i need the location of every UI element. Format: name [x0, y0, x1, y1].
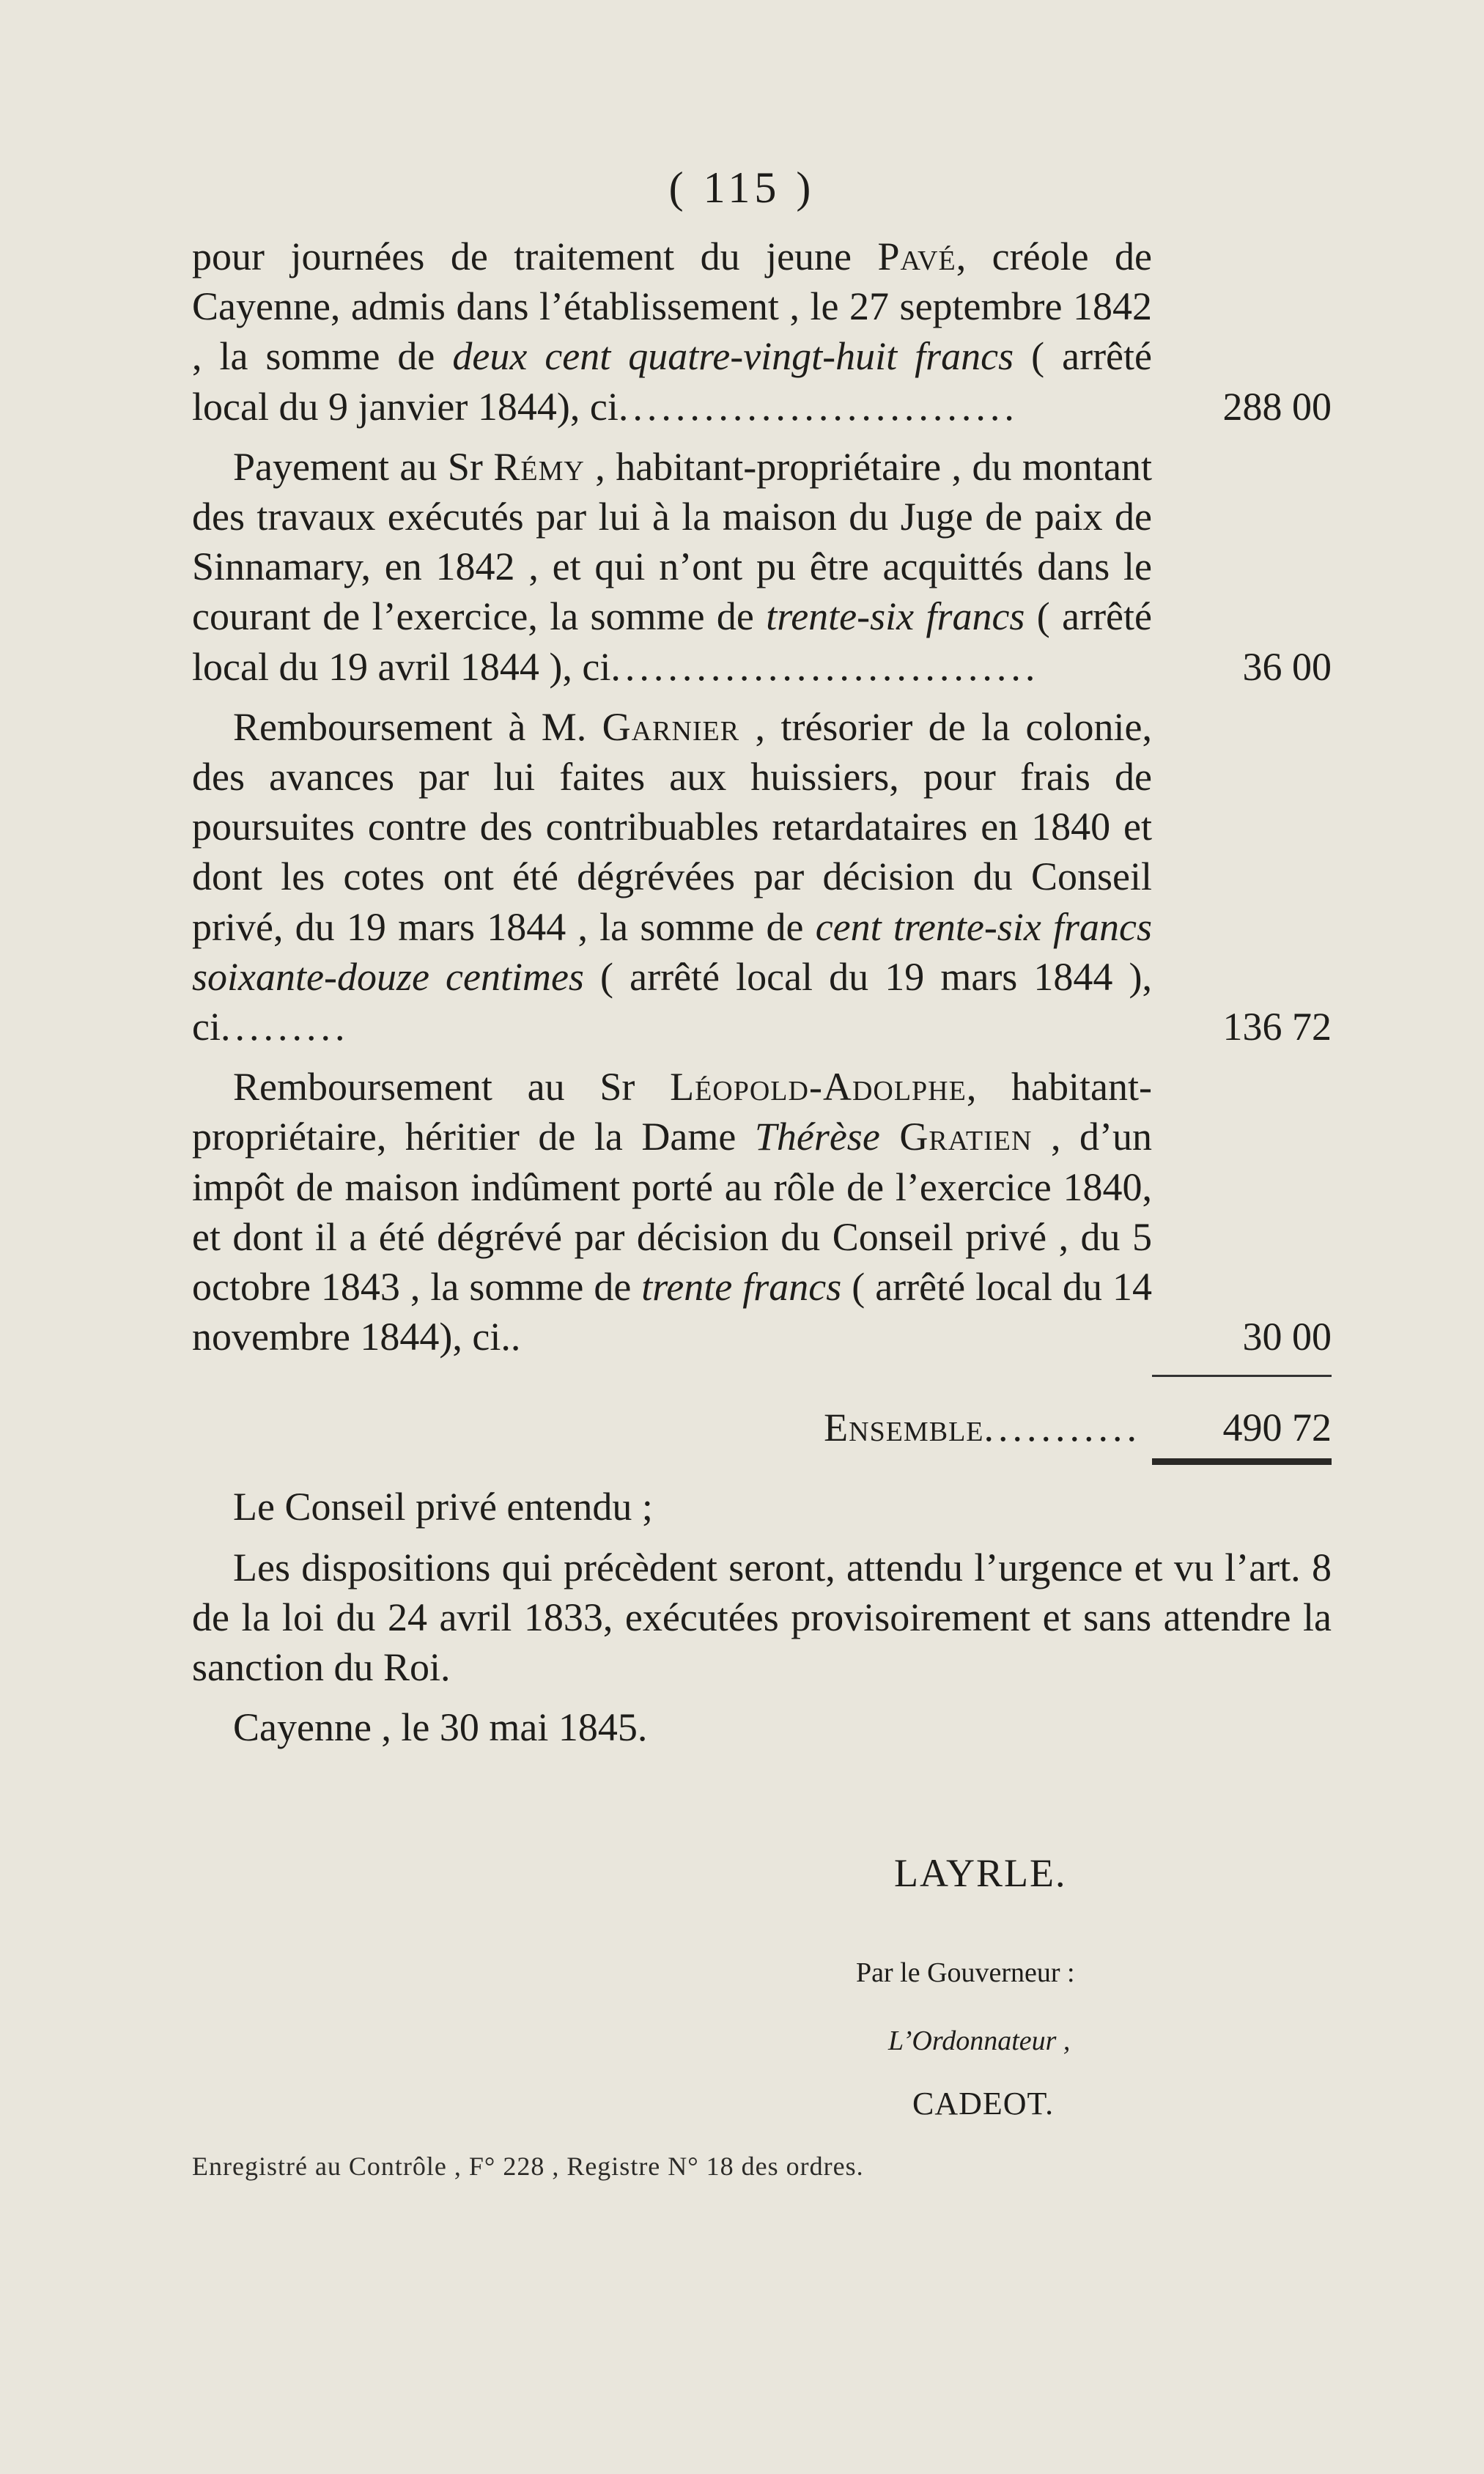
- document-body: [192, 232, 1332, 1752]
- page-number: ( 115 ): [668, 163, 816, 212]
- by-order-line: Par le Gouverneur :: [856, 1957, 1075, 1988]
- person-name: Pavé: [877, 235, 956, 278]
- entry-text-part: ( arrêté local du 19 avril 1844 ), ci: [192, 594, 1152, 689]
- entry-text: [192, 1062, 1152, 1362]
- sum-rule: [1152, 1375, 1332, 1377]
- person-name: Léopold-Adolphe: [670, 1065, 967, 1109]
- entry-text-part: , habitant-propriétaire, héritier de la Dame: [192, 1065, 1152, 1159]
- entry-text-part: Remboursement au Sr: [233, 1065, 671, 1109]
- entry-text-part: , habitant-propriétaire , du montant des travaux exécutés par lui à la maison du Juge de paix de Sinnamary, en 1842 , et qui n’ont pu être acquittés dans le courant de l’exercice, la somme de: [192, 444, 1152, 639]
- person-name-italic: Thérèse: [754, 1115, 880, 1159]
- entry-text-part: , créole de Cayenne, admis dans l’établissement , le 27 septembre 1842 , la somme de: [192, 235, 1152, 379]
- governor-signature: LAYRLE.: [894, 1851, 1067, 1895]
- person-name: Rémy: [493, 444, 585, 489]
- ledger-entry: [192, 232, 1332, 432]
- ledger-entry: [192, 442, 1332, 692]
- paragraph: Les dispositions qui précèdent seront, attendu l’urgence et vu l’art. 8 de la loi du 24 avril 1833, exécutées provisoirement et sans attendre la sanction du Roi.: [192, 1545, 1332, 1690]
- entry-text: [192, 442, 1152, 692]
- entry-amount: 288 00: [1222, 384, 1332, 429]
- registration-note: Enregistré au Contrôle , F° 228 , Registre N° 18 des ordres.: [192, 2152, 864, 2181]
- entry-text-part: ( arrêté local du 9 janvier 1844), ci: [192, 334, 1152, 429]
- ordonnateur-title-text: L’Ordonnateur ,: [888, 2026, 1071, 2056]
- ledger-entry: [192, 702, 1332, 1052]
- entry-amount: 30 00: [1242, 1315, 1332, 1359]
- amount-in-words: deux cent quatre-vingt-huit francs: [452, 334, 1014, 379]
- person-name: Gratien: [879, 1115, 1033, 1159]
- person-name: Garnier: [602, 704, 740, 749]
- total-word: Ensemble: [824, 1406, 984, 1450]
- entry-amount: 136 72: [1222, 1005, 1332, 1049]
- total-label: [824, 1403, 1141, 1452]
- total-line: [192, 1403, 1332, 1452]
- ledger-entry: [192, 1062, 1332, 1362]
- leader-dots: ...........: [983, 1406, 1141, 1450]
- entry-text: [192, 702, 1152, 1052]
- amount-in-words: trente francs: [641, 1265, 842, 1310]
- entry-text-part: ( arrêté local du 14 novembre 1844), ci..: [192, 1265, 1152, 1359]
- leader-dots: ............................: [618, 384, 1019, 429]
- entry-text: [192, 232, 1152, 432]
- entry-text-part: Payement au Sr: [233, 444, 494, 489]
- entry-text-part: pour journées de traitement du jeune: [192, 235, 878, 278]
- total-amount: 490 72: [1222, 1406, 1332, 1450]
- entry-text-part: ( arrêté local du 19 mars 1844 ), ci: [192, 954, 1153, 1049]
- entry-text-part: , d’un impôt de maison indûment porté au rôle de l’exercice 1840, et dont il a été dégrévé par décision du Conseil privé , du 5 octobre 1843 , la somme de: [192, 1115, 1152, 1310]
- leader-dots: .........: [220, 1005, 350, 1049]
- amount-in-words: trente-six francs: [766, 594, 1025, 639]
- official-signature: CADEOT.: [912, 2086, 1055, 2122]
- paragraph: Le Conseil privé entendu ;: [233, 1485, 653, 1529]
- entry-amount: 36 00: [1242, 644, 1332, 689]
- paragraph: Cayenne , le 30 mai 1845.: [233, 1705, 648, 1750]
- amount-in-words: cent trente-six francs soixante-douze centimes: [192, 904, 1152, 999]
- leader-dots: ..............................: [610, 644, 1040, 689]
- ordonnateur-title: [888, 2025, 1070, 2057]
- entry-text-part: Remboursement à M.: [233, 704, 602, 749]
- total-rule: [1152, 1458, 1332, 1465]
- entry-text-part: , trésorier de la colonie, des avances par lui faites aux huissiers, pour frais de poursuites contre des contribuables retardataires en 1840 et dont les cotes ont été dégrévées par décision du Conseil privé, du 19 mars 1844 , la somme de: [192, 704, 1152, 949]
